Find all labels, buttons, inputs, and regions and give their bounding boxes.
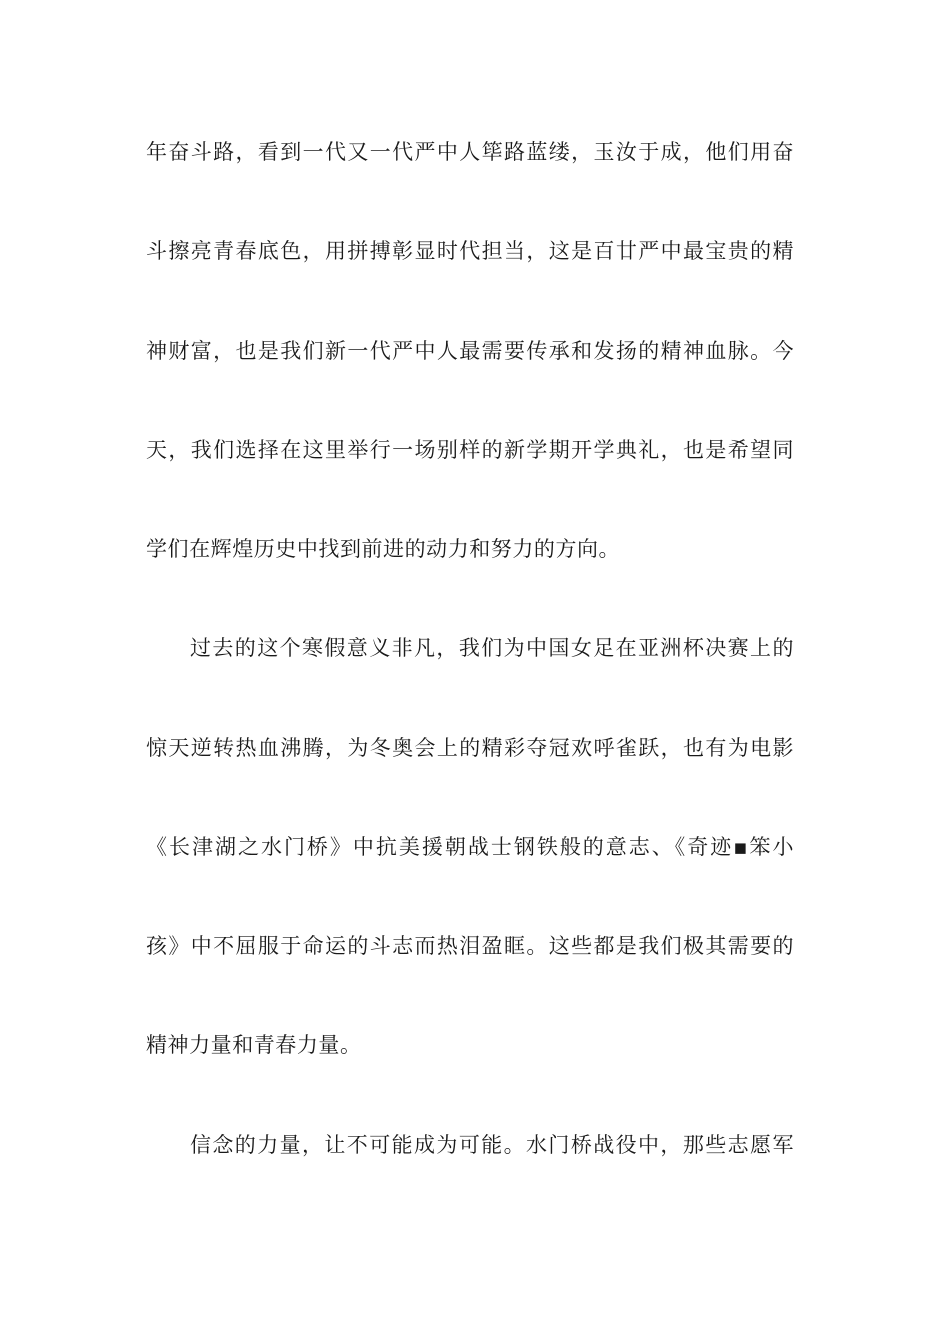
paragraph-line: 斗擦亮青春底色，用拼搏彰显时代担当，这是百廿严中最宝贵的精 [146, 239, 794, 263]
paragraph-line: 精神力量和青春力量。 [146, 1033, 362, 1057]
paragraph-line: 年奋斗路，看到一代又一代严中人筚路蓝缕，玉汝于成，他们用奋 [146, 140, 794, 164]
paragraph-line: 神财富，也是我们新一代严中人最需要传承和发扬的精神血脉。今 [146, 339, 794, 363]
paragraph-first-line: 信念的力量，让不可能成为可能。水门桥战役中，那些志愿军 [190, 1133, 794, 1157]
paragraph-line: 《长津湖之水门桥》中抗美援朝战士钢铁般的意志、《奇迹▪笨小 [146, 835, 794, 859]
paragraph-line: 天，我们选择在这里举行一场别样的新学期开学典礼，也是希望同 [146, 438, 794, 462]
paragraph-line: 惊天逆转热血沸腾，为冬奥会上的精彩夺冠欢呼雀跃，也有为电影 [146, 736, 794, 760]
paragraph-line: 学们在辉煌历史中找到前进的动力和努力的方向。 [146, 537, 621, 561]
paragraph-first-line: 过去的这个寒假意义非凡，我们为中国女足在亚洲杯决赛上的 [190, 636, 794, 660]
paragraph-line: 孩》中不屈服于命运的斗志而热泪盈眶。这些都是我们极其需要的 [146, 934, 794, 958]
